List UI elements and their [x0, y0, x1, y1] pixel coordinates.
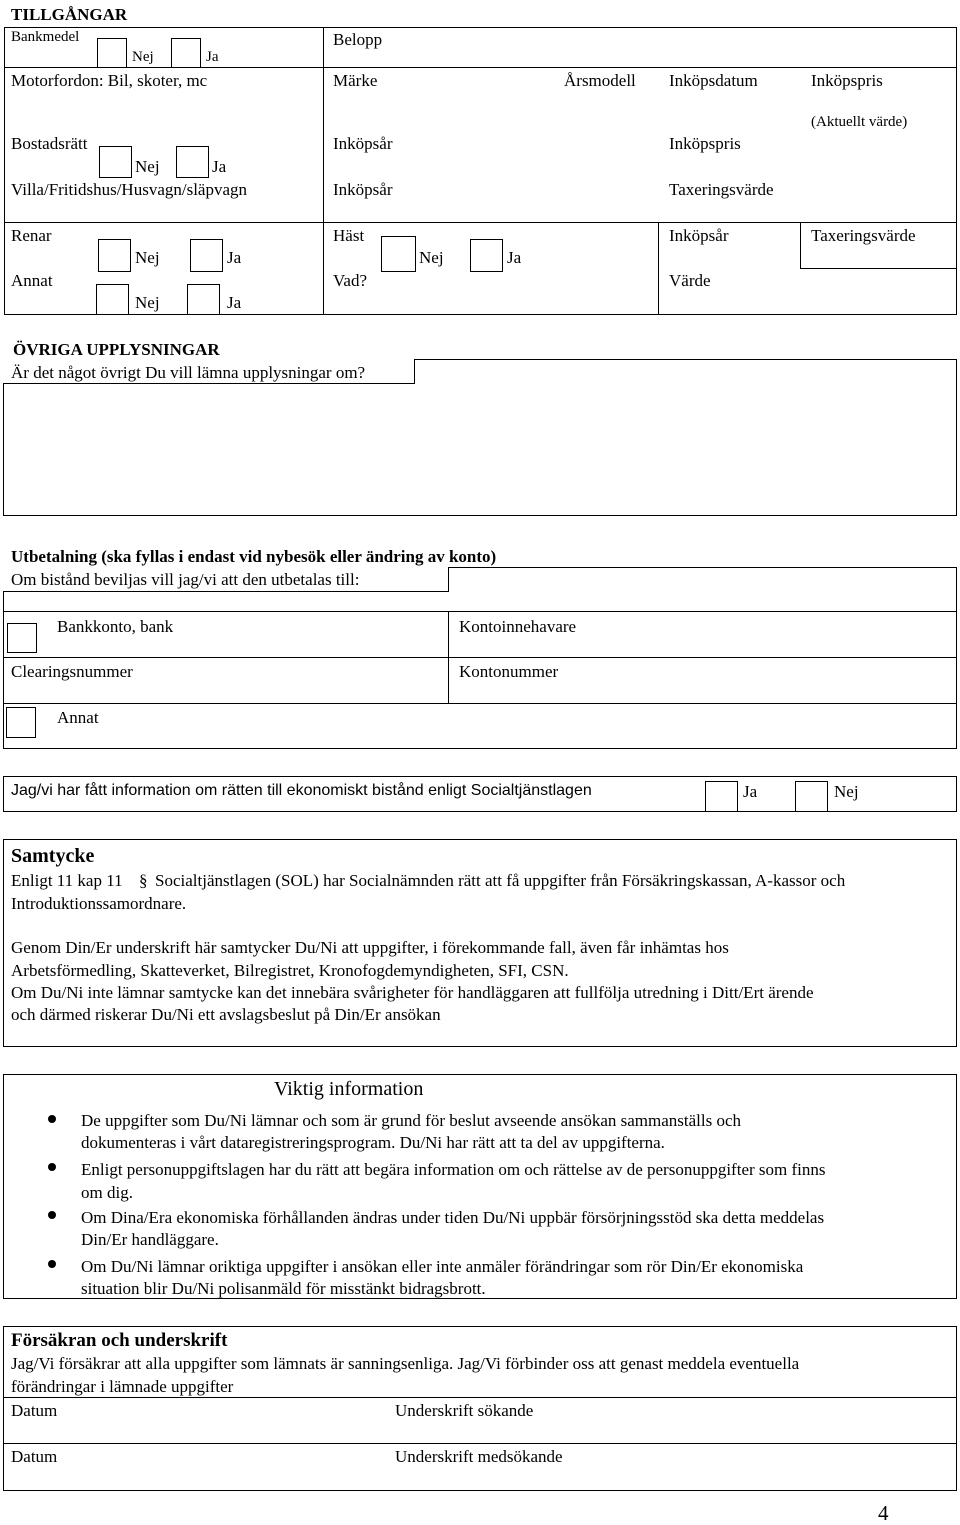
declaration-title: Försäkran och underskrift — [11, 1330, 228, 1351]
assets-table-bottom-border — [4, 314, 957, 315]
assets-title: TILLGÅNGAR — [11, 5, 128, 24]
important-b3-line1: Om Dina/Era ekonomiska förhållanden ändras under tiden Du/Ni uppbär försörjningsstöd ska detta meddelas — [81, 1208, 825, 1227]
bullet-icon — [48, 1115, 56, 1123]
other-info-textarea[interactable] — [5, 385, 955, 513]
kontonummer-label: Kontonummer — [459, 662, 559, 681]
other-info-title: ÖVRIGA UPPLYSNINGAR — [13, 340, 220, 359]
assets-table-column-divider — [323, 27, 324, 315]
payout-box-step — [448, 567, 449, 592]
annat-ja-label: Ja — [227, 293, 242, 312]
payout-box-right — [956, 567, 957, 749]
info-received-nej-checkbox[interactable] — [795, 781, 828, 812]
declaration-row-divider — [3, 1397, 957, 1398]
info-received-ja-checkbox[interactable] — [705, 781, 738, 812]
arsmodell-label: Årsmodell — [564, 71, 636, 90]
kontoinnehavare-label: Kontoinnehavare — [459, 617, 577, 636]
bankkonto-checkbox[interactable] — [7, 623, 37, 653]
important-b3-line2: Din/Er handläggare. — [81, 1230, 219, 1249]
important-b1-line1: De uppgifter som Du/Ni lämnar och som är grund för beslut avseende ansökan sammanställs och — [81, 1111, 742, 1130]
info-received-ja-label: Ja — [743, 782, 758, 801]
assets-table-left-border — [4, 27, 5, 315]
other-info-box-bottom — [3, 515, 957, 516]
payout-box-left — [3, 591, 4, 749]
villa-taxeringsvarde-label: Taxeringsvärde — [669, 180, 774, 199]
payout-annat-label: Annat — [57, 708, 99, 727]
consent-p2-line1: Genom Din/Er underskrift här samtycker Du/Ni att uppgifter, i förekommande fall, även får inhämtas hos — [11, 938, 729, 957]
belopp-label: Belopp — [333, 30, 383, 49]
payout-title: Utbetalning (ska fyllas i endast vid nybesök eller ändring av konto) — [11, 547, 497, 566]
bankmedel-label: Bankmedel — [11, 29, 80, 45]
assets-column-divider — [800, 222, 801, 268]
declaration-line2: förändringar i lämnade uppgifter — [11, 1377, 234, 1396]
clearingsnummer-label: Clearingsnummer — [11, 662, 133, 681]
bostadsratt-ja-label: Ja — [212, 157, 227, 176]
bullet-icon — [48, 1260, 56, 1268]
assets-table-top-border — [4, 27, 957, 28]
payout-box-bottom — [3, 748, 957, 749]
info-received-nej-label: Nej — [834, 782, 859, 801]
assets-cell-divider — [800, 268, 957, 269]
annat-nej-label: Nej — [135, 293, 160, 312]
motorfordon-label: Motorfordon: Bil, skoter, mc — [11, 71, 208, 90]
info-received-text: Jag/vi har fått information om rätten till ekonomiskt bistånd enligt Socialtjänstlagen — [11, 782, 592, 799]
payout-box-top — [448, 567, 957, 568]
bullet-icon — [48, 1163, 56, 1171]
varde-label: Värde — [669, 271, 711, 290]
hast-label: Häst — [333, 226, 365, 245]
inkopspris-label: Inköpspris — [811, 71, 883, 90]
assets-row-divider — [4, 222, 957, 223]
other-info-box-step — [414, 359, 415, 383]
underskrift-medsokande-label: Underskrift medsökande — [395, 1447, 563, 1466]
hast-ja-label: Ja — [507, 248, 522, 267]
other-info-box-inner-top — [3, 383, 415, 384]
renar-inkopsar-label: Inköpsår — [669, 226, 729, 245]
renar-ja-label: Ja — [227, 248, 242, 267]
renar-ja-checkbox[interactable] — [190, 239, 223, 272]
payout-box-inner-top — [3, 591, 449, 592]
renar-nej-label: Nej — [135, 248, 160, 267]
bostadsratt-nej-checkbox[interactable] — [99, 146, 132, 178]
bankmedel-nej-checkbox[interactable] — [97, 38, 127, 68]
important-b1-line2: dokumenteras i vårt dataregistreringsprogram. Du/Ni har rätt att ta del av uppgifterna. — [81, 1133, 665, 1152]
payout-annat-checkbox[interactable] — [6, 707, 36, 738]
villa-inkopsar-label: Inköpsår — [333, 180, 393, 199]
other-info-box-right — [956, 359, 957, 515]
aktuellt-varde-note: (Aktuellt värde) — [811, 114, 908, 130]
assets-row-divider — [4, 67, 957, 68]
villa-label: Villa/Fritidshus/Husvagn/släpvagn — [11, 180, 248, 199]
important-b2-line1: Enligt personuppgiftslagen har du rätt att begära information om och rättelse av de personuppgifter som finns — [81, 1160, 826, 1179]
bullet-icon — [48, 1211, 56, 1219]
renar-taxeringsvarde-label: Taxeringsvärde — [811, 226, 916, 245]
consent-title: Samtycke — [11, 845, 95, 867]
payout-row-divider — [3, 657, 957, 658]
hast-ja-checkbox[interactable] — [470, 239, 503, 272]
payout-row-divider — [3, 611, 957, 612]
consent-p1-line1a: Enligt 11 kap 11 — [11, 871, 123, 890]
assets-table-right-border — [956, 27, 957, 315]
bankkonto-label: Bankkonto, bank — [57, 617, 174, 636]
datum-label: Datum — [11, 1401, 58, 1420]
vad-label: Vad? — [333, 271, 367, 290]
declaration-row-divider — [3, 1443, 957, 1444]
bankmedel-ja-checkbox[interactable] — [171, 38, 201, 68]
consent-p2-line3: Om Du/Ni inte lämnar samtycke kan det innebära svårigheter för handläggaren att fullfölja utredning i Ditt/Ert ärende — [11, 983, 814, 1002]
bostadsratt-nej-label: Nej — [135, 157, 160, 176]
bostadsratt-inkopsar-label: Inköpsår — [333, 134, 393, 153]
payout-column-divider — [448, 611, 449, 703]
annat-ja-checkbox[interactable] — [187, 284, 220, 315]
consent-p1-line2: Introduktionssamordnare. — [11, 894, 187, 913]
renar-label: Renar — [11, 226, 52, 245]
bostadsratt-ja-checkbox[interactable] — [176, 146, 209, 178]
important-b4-line1: Om Du/Ni lämnar oriktiga uppgifter i ansökan eller inte anmäler förändringar som rör Din/Er ekonomiska — [81, 1257, 804, 1276]
other-info-question: Är det något övrigt Du vill lämna upplysningar om? — [11, 363, 366, 382]
payout-row-divider — [3, 703, 957, 704]
assets-column-divider — [658, 222, 659, 315]
renar-nej-checkbox[interactable] — [98, 239, 131, 272]
bostadsratt-label: Bostadsrätt — [11, 134, 88, 153]
important-title: Viktig information — [274, 1078, 424, 1100]
inkopsdatum-label: Inköpsdatum — [669, 71, 758, 90]
bostadsratt-inkopspris-label: Inköpspris — [669, 134, 741, 153]
other-info-box-top — [414, 359, 957, 360]
payout-subtitle: Om bistånd beviljas vill jag/vi att den utbetalas till: — [11, 570, 360, 589]
hast-nej-label: Nej — [419, 248, 444, 267]
declaration-line1: Jag/Vi försäkrar att alla uppgifter som lämnats är sanningsenliga. Jag/Vi förbinder oss att genast meddela eventuella — [11, 1354, 800, 1373]
annat-nej-checkbox[interactable] — [96, 284, 129, 315]
consent-p2-line2: Arbetsförmedling, Skatteverket, Bilregistret, Kronofogdemyndigheten, SFI, CSN. — [11, 961, 569, 980]
bankmedel-nej-label: Nej — [132, 49, 154, 65]
annat-label: Annat — [11, 271, 53, 290]
hast-nej-checkbox[interactable] — [381, 236, 416, 272]
important-b4-line2: situation blir Du/Ni polisanmäld för misstänkt bidragsbrott. — [81, 1279, 486, 1298]
consent-p2-line4: och därmed riskerar Du/Ni ett avslagsbeslut på Din/Er ansökan — [11, 1005, 441, 1024]
consent-p1-line1b: Socialtjänstlagen (SOL) har Socialnämnden rätt att få uppgifter från Försäkringskassan, A-kassor och — [155, 871, 846, 890]
consent-section-symbol: § — [139, 871, 148, 890]
datum-label-2: Datum — [11, 1447, 58, 1466]
marke-label: Märke — [333, 71, 378, 90]
bankmedel-ja-label: Ja — [206, 49, 219, 65]
important-b2-line2: om dig. — [81, 1183, 133, 1202]
page-number: 4 — [878, 1501, 889, 1525]
other-info-box-left — [3, 383, 4, 515]
underskrift-sokande-label: Underskrift sökande — [395, 1401, 534, 1420]
